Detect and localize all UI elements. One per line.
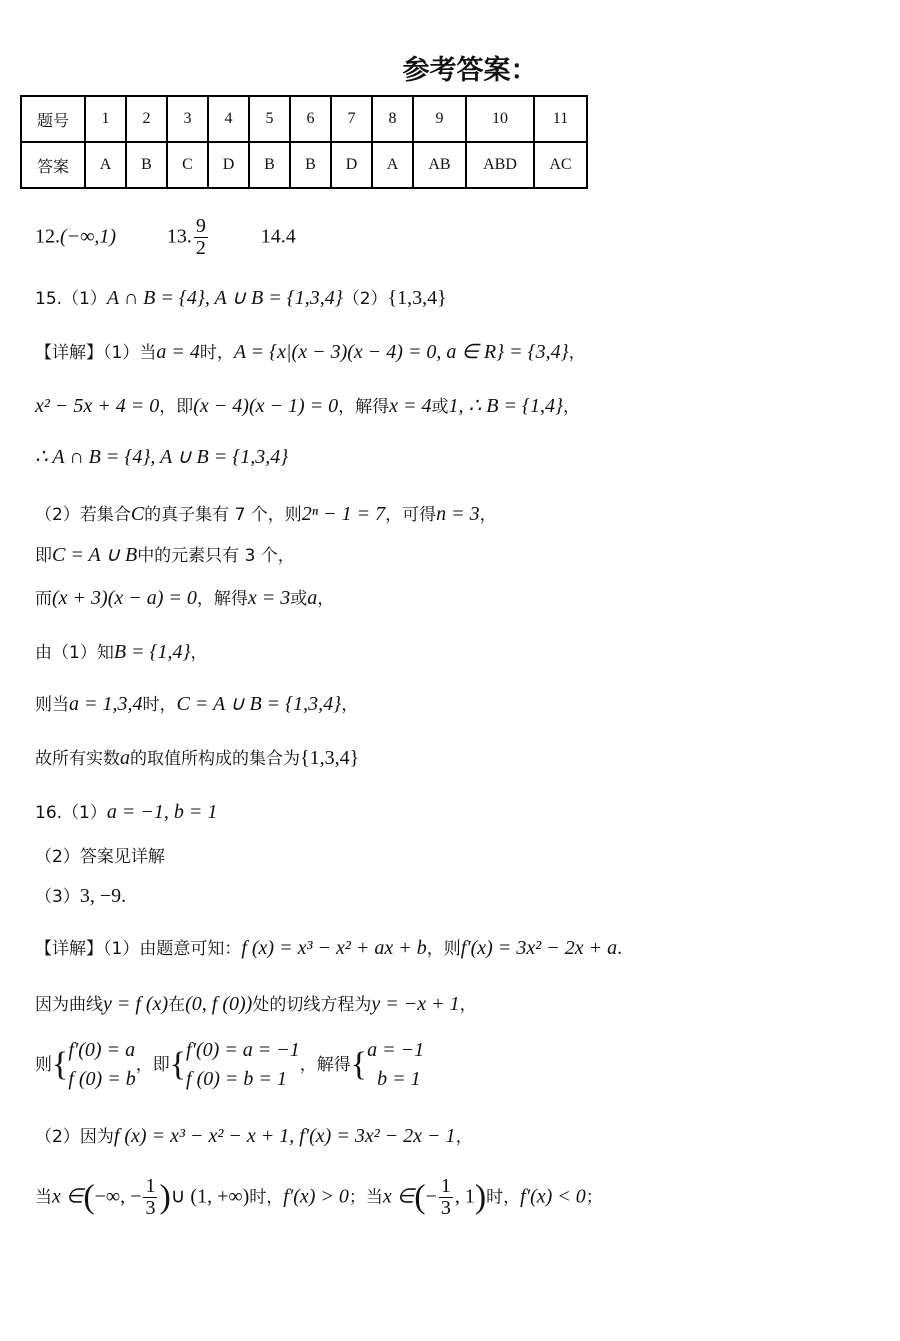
answer-line-16	[35, 798, 217, 824]
text: .	[121, 885, 127, 907]
fraction-denominator: 3	[145, 1197, 156, 1219]
math: (x − 4)(x − 1) = 0	[193, 395, 339, 417]
table-cell: 10	[466, 96, 534, 142]
table-cell: AC	[534, 142, 587, 188]
table-cell: 2	[126, 96, 167, 142]
math: C = A ∪ B = {1,3,4}	[176, 693, 342, 715]
answer-line-15	[35, 284, 447, 310]
math: B = {1,4}	[113, 641, 191, 663]
math: −∞, −	[94, 1185, 142, 1208]
equation-system	[367, 1036, 424, 1094]
fraction-numerator: 1	[145, 1175, 156, 1197]
q16-part1: a = −1, b = 1	[106, 801, 218, 823]
math: x ∈	[382, 1185, 415, 1208]
math: ∴ A ∩ B = {4}, A ∪ B = {1,3,4}	[35, 446, 289, 468]
text: ，解得	[299, 1055, 351, 1075]
detail-line	[35, 934, 622, 960]
text: 的真子集有 7 个，则	[144, 505, 302, 525]
table-cell: A	[85, 142, 126, 188]
text: 当	[35, 1187, 52, 1208]
q15-label: 15.（1）	[35, 289, 107, 309]
math: a	[120, 747, 130, 769]
math: x² − 5x + 4 = 0	[35, 395, 160, 417]
detail-line	[35, 1122, 473, 1148]
detail-line	[35, 690, 358, 716]
text: 由（1）知	[35, 643, 114, 663]
text: 处的切线方程为	[252, 995, 372, 1015]
text: ；当	[348, 1187, 383, 1208]
text: 【详解】（1）当	[35, 343, 157, 363]
math: y = −x + 1	[371, 993, 460, 1015]
table-cell: 7	[331, 96, 372, 142]
table-cell: 6	[290, 96, 331, 142]
math: (0, f (0))	[185, 993, 253, 1015]
table-cell: 3	[167, 96, 208, 142]
fraction	[439, 1176, 453, 1219]
math: f′(x) = 3x² − 2x + a	[460, 937, 618, 959]
table-cell: 8	[372, 96, 413, 142]
text: ，	[568, 343, 586, 363]
text: ，	[341, 695, 359, 715]
table-cell: B	[290, 142, 331, 188]
table-cell: 4	[208, 96, 249, 142]
q12-label: 12.	[35, 225, 60, 248]
math: −	[425, 1185, 437, 1208]
math: 3, −9	[79, 885, 122, 907]
text: （3）	[35, 887, 80, 907]
text: 时，	[142, 695, 177, 715]
fraction	[143, 1176, 157, 1219]
table-cell: A	[372, 142, 413, 188]
detail-line-intervals	[35, 1176, 603, 1219]
answer-line-16-3	[35, 882, 126, 908]
text: 【详解】（1）由题意可知：	[35, 939, 242, 959]
math: x = 4	[389, 395, 432, 417]
answer-line-16-2	[35, 842, 165, 867]
math: C = A ∪ B	[52, 544, 138, 566]
fraction-numerator: 1	[440, 1175, 451, 1197]
math: x ∈	[52, 1185, 84, 1208]
q14-answer: 14.4	[260, 225, 296, 248]
table-cell: C	[167, 142, 208, 188]
text: 的取值所构成的集合为	[130, 749, 300, 769]
math: , 1	[454, 1185, 475, 1208]
detail-line	[35, 990, 477, 1016]
math: {1,3,4}	[300, 747, 360, 769]
detail-line	[35, 541, 295, 567]
table-cell: B	[126, 142, 167, 188]
math: f′(x) < 0	[520, 1185, 586, 1208]
table-cell: AB	[413, 142, 466, 188]
math: A = {x|(x − 3)(x − 4) = 0, a ∈ R} = {3,4}	[233, 341, 569, 363]
math: f (0) = b = 1	[186, 1068, 287, 1090]
table-cell: 5	[249, 96, 290, 142]
q12-answer: (−∞,1)	[60, 225, 117, 248]
answer-table	[20, 95, 588, 189]
text: ，解得	[338, 397, 390, 417]
math: y = f (x)	[103, 993, 169, 1015]
table-row	[21, 142, 587, 188]
text: ，即	[159, 397, 194, 417]
text: 或	[431, 397, 449, 417]
equation-system	[68, 1036, 135, 1094]
detail-line	[35, 584, 334, 610]
math: a = 1,3,4	[69, 693, 143, 715]
text: 则当	[35, 695, 69, 715]
table-cell: 11	[534, 96, 587, 142]
answer-line-12-14	[35, 216, 296, 259]
fraction-denominator: 3	[440, 1197, 451, 1219]
right-paren-icon: )	[474, 1178, 487, 1216]
text: ，	[479, 505, 497, 525]
detail-line	[35, 338, 586, 364]
text: 则	[35, 1055, 52, 1075]
table-cell: B	[249, 142, 290, 188]
math: f′(x) > 0	[283, 1185, 349, 1208]
text: ，可得	[385, 505, 437, 525]
text: （2）若集合	[35, 505, 131, 525]
q15-part2: {1,3,4}	[387, 287, 447, 309]
left-paren-icon: (	[83, 1178, 95, 1216]
math: a = −1	[367, 1039, 425, 1061]
q16-label: 16.（1）	[35, 803, 107, 823]
text: 在	[168, 995, 186, 1015]
math: n = 3	[436, 503, 480, 525]
text: 即	[35, 546, 52, 566]
detail-line	[35, 744, 359, 770]
q13-fraction	[194, 216, 208, 259]
text: ，	[190, 643, 208, 663]
text: ，即	[135, 1055, 170, 1075]
fraction-denominator: 2	[195, 237, 206, 259]
math: f′(0) = a = −1	[186, 1039, 300, 1061]
left-brace-icon: {	[350, 1046, 368, 1083]
detail-line	[35, 638, 208, 664]
math: f (0) = b	[68, 1068, 136, 1090]
text: 时，	[199, 343, 234, 363]
table-header-label: 题号	[21, 96, 85, 142]
text: ；	[585, 1187, 603, 1208]
text: .	[617, 937, 623, 959]
page-title: 参考答案：	[402, 55, 538, 86]
detail-line	[35, 392, 580, 418]
text: ，解得	[196, 589, 248, 609]
text: 中的元素只有 3 个，	[137, 546, 295, 566]
text: 因为曲线	[35, 995, 103, 1015]
math: C	[130, 503, 145, 525]
text: ，	[317, 589, 335, 609]
left-brace-icon: {	[169, 1046, 187, 1083]
math: a	[307, 587, 318, 609]
text: 而	[35, 589, 52, 609]
math: x = 3	[247, 587, 291, 609]
right-paren-icon: )	[159, 1178, 171, 1216]
detail-line	[35, 500, 497, 526]
table-cell: ABD	[466, 142, 534, 188]
detail-line	[35, 444, 288, 469]
q13-label: 13.	[166, 225, 192, 248]
left-paren-icon: (	[414, 1178, 426, 1216]
math: f (x) = x³ − x² + ax + b	[241, 937, 427, 959]
table-cell: D	[208, 142, 249, 188]
text: 故所有实数	[35, 749, 120, 769]
equation-system	[186, 1036, 300, 1094]
q15-part2-label: （2）	[342, 289, 388, 309]
math: 1, ∴ B = {1,4}	[448, 395, 563, 417]
math: f′(0) = a	[68, 1039, 136, 1061]
text: 时，	[249, 1187, 284, 1208]
math: ∪ (1, +∞)	[170, 1185, 250, 1208]
left-brace-icon: {	[52, 1046, 69, 1083]
table-row	[21, 96, 587, 142]
text: ，	[562, 397, 580, 417]
text: 或	[290, 589, 308, 609]
text: ，	[455, 1127, 473, 1147]
text: ，	[459, 995, 477, 1015]
math: (x + 3)(x − a) = 0	[52, 587, 197, 609]
detail-line-system	[35, 1036, 424, 1094]
text: 时，	[486, 1187, 521, 1208]
table-cell: 9	[413, 96, 466, 142]
math: a = 4	[156, 341, 200, 363]
table-cell: 1	[85, 96, 126, 142]
table-answer-label: 答案	[21, 142, 85, 188]
math: 2ⁿ − 1 = 7	[301, 503, 386, 525]
q15-part1: A ∩ B = {4}, A ∪ B = {1,3,4}	[106, 287, 343, 309]
math: b = 1	[377, 1068, 421, 1090]
q16-part2: （2）答案见详解	[35, 847, 165, 867]
text: （2）因为	[35, 1127, 114, 1147]
fraction-numerator: 9	[195, 215, 206, 237]
text: ，则	[426, 939, 461, 959]
table-cell: D	[331, 142, 372, 188]
math: f (x) = x³ − x² − x + 1, f′(x) = 3x² − 2x − 1	[113, 1125, 456, 1147]
